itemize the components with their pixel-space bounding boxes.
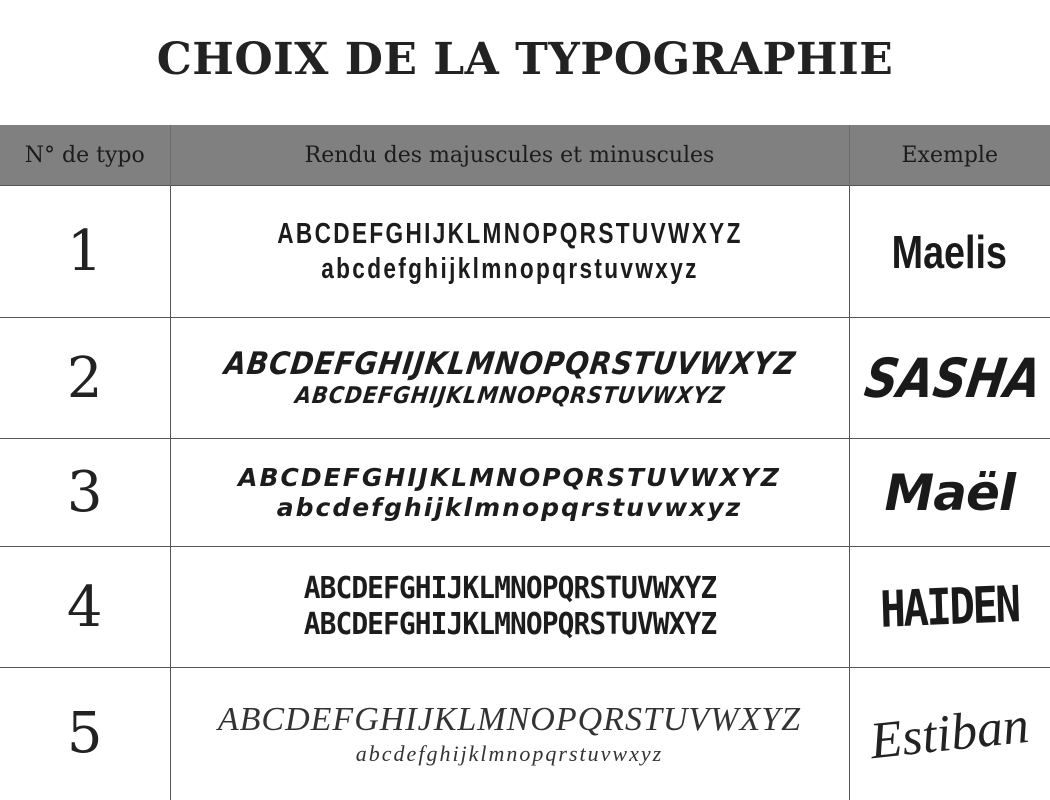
example-cell: [849, 318, 1050, 439]
typography-table-container: [0, 125, 1050, 800]
font-number: 3: [66, 460, 103, 525]
example-cell: [849, 547, 1050, 668]
row-number-cell: [0, 547, 170, 668]
table-row: [0, 318, 1050, 439]
example-name: SASHA: [860, 346, 1046, 410]
font-number: 2: [66, 345, 103, 411]
uppercase-alt-sample: ABCDEFGHIJKLMNOPQRSTUVWXYZ: [303, 607, 716, 642]
table-row: [0, 439, 1050, 547]
table-row: [0, 547, 1050, 668]
header-example: Exemple: [849, 125, 1050, 186]
uppercase-sample: ABCDEFGHIJKLMNOPQRSTUVWXYZ: [217, 701, 802, 739]
render-cell: [170, 668, 849, 800]
uppercase-small-sample: ABCDEFGHIJKLMNOPQRSTUVWXYZ: [293, 382, 727, 409]
table-row: [0, 186, 1050, 318]
font-number: 5: [66, 701, 103, 767]
example-cell: [849, 186, 1050, 318]
uppercase-sample: ABCDEFGHIJKLMNOPQRSTUVWXYZ: [221, 345, 798, 382]
header-render: Rendu des majuscules et minuscules: [170, 125, 849, 186]
uppercase-sample: ABCDEFGHIJKLMNOPQRSTUVWXYZ: [303, 571, 716, 606]
example-name: HAIDEN: [879, 575, 1020, 639]
row-number-cell: [0, 668, 170, 800]
example-cell: [849, 439, 1050, 547]
example-cell: [849, 668, 1050, 800]
table-header-row: [0, 125, 1050, 186]
row-number-cell: [0, 318, 170, 439]
lowercase-sample: abcdefghijklmnopqrstuvwxyz: [355, 740, 664, 766]
lowercase-sample: abcdefghijklmnopqrstuvwxyz: [276, 492, 743, 522]
example-name: Estiban: [867, 697, 1032, 771]
render-cell: [170, 318, 849, 439]
row-number-cell: [0, 439, 170, 547]
header-number: N° de typo: [0, 125, 170, 186]
uppercase-sample: ABCDEFGHIJKLMNOPQRSTUVWXYZ: [238, 462, 781, 492]
table-row: [0, 668, 1050, 800]
example-name: Maelis: [892, 225, 1008, 278]
lowercase-sample: abcdefghijklmnopqrstuvwxyz: [320, 252, 699, 285]
uppercase-sample: ABCDEFGHIJKLMNOPQRSTUVWXYZ: [276, 217, 743, 250]
font-number: 1: [66, 219, 103, 284]
page-title: CHOIX DE LA TYPOGRAPHIE: [156, 34, 894, 85]
render-cell: [170, 547, 849, 668]
typography-table: [0, 125, 1050, 800]
render-cell: [170, 439, 849, 547]
font-number: 4: [66, 574, 103, 640]
example-name: Maël: [884, 463, 1016, 522]
row-number-cell: [0, 186, 170, 318]
render-cell: [170, 186, 849, 318]
